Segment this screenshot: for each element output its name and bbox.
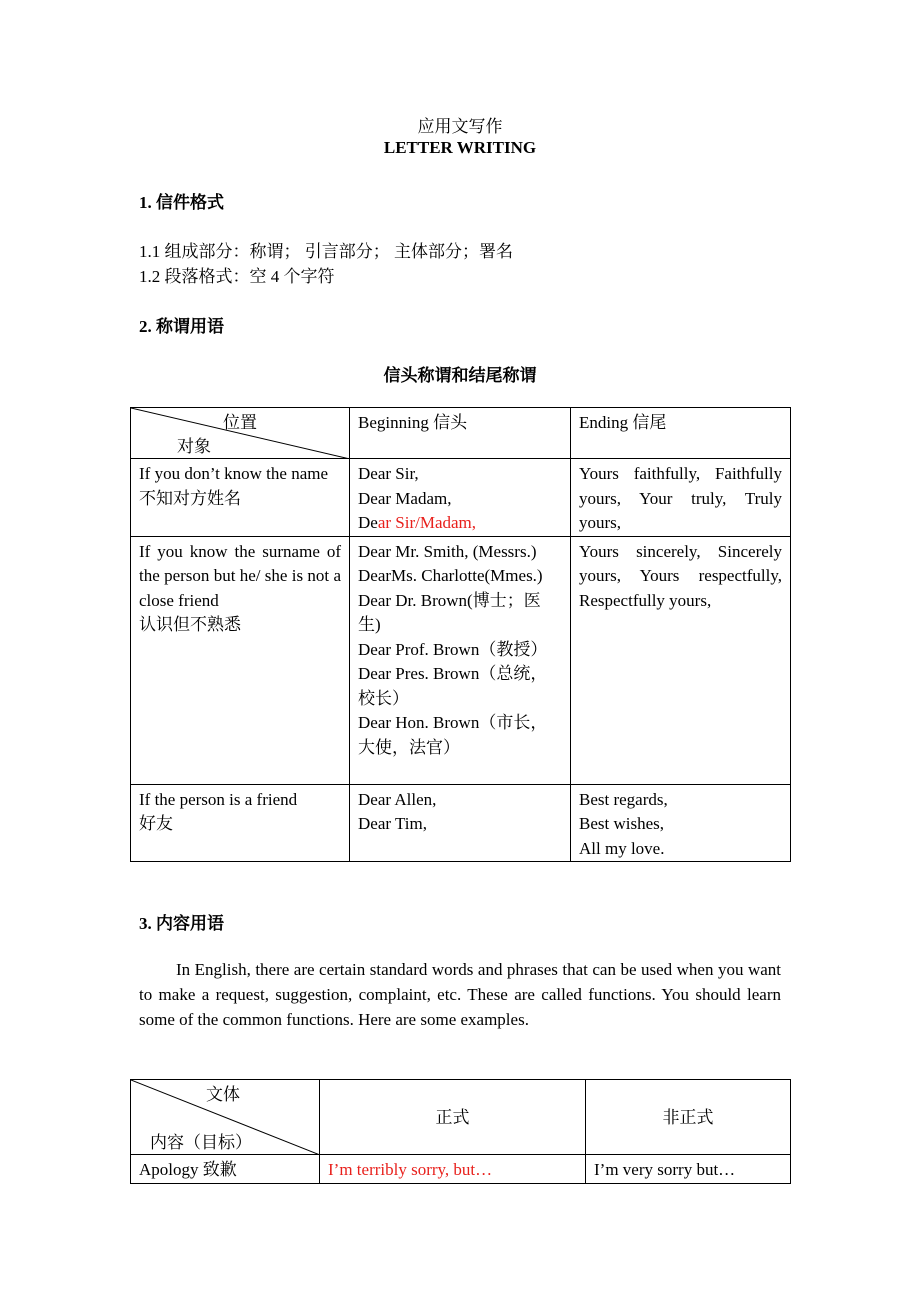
who-chinese: 好友 bbox=[139, 814, 173, 833]
formal-cell: I’m terribly sorry, but… bbox=[320, 1155, 586, 1184]
row-ending-cell bbox=[571, 459, 791, 537]
row-ending-cell bbox=[571, 784, 791, 862]
closing-line: Best wishes, bbox=[579, 814, 664, 833]
header-informal: 非正式 bbox=[586, 1080, 791, 1155]
salutation-line: Dear Allen, bbox=[358, 789, 437, 809]
who-chinese: 认识但不熟悉 bbox=[139, 615, 241, 634]
row-who-cell bbox=[131, 536, 350, 784]
content-cell: Apology 致歉 bbox=[131, 1155, 320, 1184]
salutation-line: Dear Pres. Brown（总统，校长） bbox=[358, 664, 548, 708]
who-english: If you don’t know the name bbox=[139, 464, 329, 483]
diagonal-header-cell bbox=[131, 408, 350, 459]
who-chinese: 不知对方姓名 bbox=[139, 488, 241, 508]
header-formal: 正式 bbox=[320, 1080, 586, 1155]
diagonal-header-cell bbox=[131, 1080, 320, 1155]
row-ending-cell bbox=[571, 536, 791, 784]
section-1-item: 1.2 段落格式：空 4 个字符 bbox=[139, 267, 335, 286]
highlighted-salutation: ar Sir/Madam, bbox=[377, 513, 477, 532]
salutation-line: DearMs. Charlotte(Mmes.) bbox=[358, 566, 543, 585]
salutation-table-caption: 信头称谓和结尾称谓 bbox=[383, 366, 537, 385]
table-row bbox=[131, 459, 791, 537]
section-1-item: 1.1 组成部分：称谓； 引言部分； 主体部分；署名 bbox=[139, 242, 513, 261]
table-header-row bbox=[131, 1080, 791, 1155]
salutation-table bbox=[130, 407, 791, 862]
salutation-line: Dear Sir, bbox=[358, 464, 419, 483]
section-1-heading: 1. 信件格式 bbox=[139, 193, 224, 212]
doc-subtitle: LETTER WRITING bbox=[383, 138, 537, 157]
salutation-part: De bbox=[358, 513, 378, 532]
header-beginning: Beginning 信头 bbox=[350, 408, 571, 459]
section-2-heading: 2. 称谓用语 bbox=[139, 317, 224, 336]
table-header-row bbox=[131, 408, 791, 459]
closing-line: Best regards, bbox=[579, 789, 668, 809]
salutation-line: Dear Madam, bbox=[358, 488, 452, 508]
header-style-label: 文体 bbox=[206, 1085, 240, 1104]
closing-line: All my love. bbox=[579, 838, 665, 858]
row-who-cell bbox=[131, 784, 350, 862]
table-row bbox=[131, 536, 791, 784]
row-who-cell bbox=[131, 459, 350, 537]
salutation-line: Dear Dr. Brown(博士；医生) bbox=[358, 590, 541, 634]
informal-cell: I’m very sorry but… bbox=[586, 1155, 791, 1184]
salutation-line: Dear Hon. Brown（市长，大使，法官） bbox=[358, 713, 548, 757]
row-beginning-cell bbox=[350, 459, 571, 537]
who-english: If the person is a friend bbox=[139, 789, 298, 809]
who-english: If you know the surname of the person but he/ she is not a close friend bbox=[139, 541, 341, 610]
salutation-line: Dear Mr. Smith, (Messrs.) bbox=[358, 541, 537, 561]
row-beginning-cell bbox=[350, 784, 571, 862]
salutation-line bbox=[358, 511, 562, 536]
header-content-label: 内容（目标） bbox=[150, 1133, 252, 1152]
salutation-line: Dear Prof. Brown（教授） bbox=[358, 639, 548, 659]
salutation-line: Dear Tim, bbox=[358, 814, 427, 833]
functions-paragraph bbox=[139, 957, 781, 1032]
section-3-heading: 3. 内容用语 bbox=[139, 914, 224, 933]
table-row bbox=[131, 1155, 791, 1184]
header-position-label: 位置 bbox=[223, 413, 257, 432]
row-beginning-cell bbox=[350, 536, 571, 784]
closing-text: Yours sincerely, Sincerely yours, Yours respectfully, Respectfully yours, bbox=[579, 541, 782, 610]
doc-title: 应用文写作 bbox=[417, 117, 503, 136]
paragraph-text: In English, there are certain standard words and phrases that can be used when you want to make a request, suggestion, complaint, etc. These are called functions. You should learn some of the common functions. Here are some examples. bbox=[139, 960, 781, 1029]
header-target-label: 对象 bbox=[177, 437, 211, 456]
header-ending: Ending 信尾 bbox=[571, 408, 791, 459]
functions-table bbox=[130, 1079, 791, 1184]
closing-text: Yours faithfully, Faithfully yours, Your truly, Truly yours, bbox=[579, 464, 782, 532]
table-row bbox=[131, 784, 791, 862]
